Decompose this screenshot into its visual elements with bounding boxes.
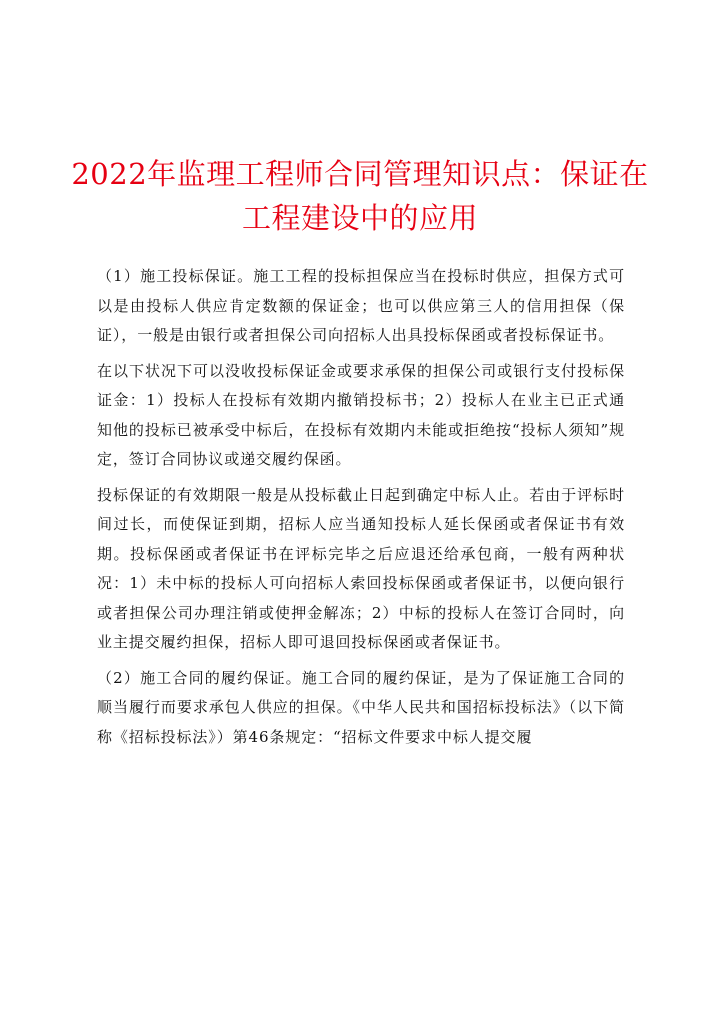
- paragraph-validity-period: 投标保证的有效期限一般是从投标截止日起到确定中标人止。若由于评标时间过长，而使保证到期，招标人应当通知投标人延长保函或者保证书有效期。投标保函或者保证书在评标完毕之后应退还给承包商，一般有两种状况：1）未中标的投标人可向招标人索回投标保函或者保证书，以便向银行或者担保公司办理注销或使押金解冻；2）中标的投标人在签订合同时，向业主提交履约担保，招标人即可退回投标保函或者保证书。: [97, 485, 625, 651]
- paragraph-bid-guarantee: （1）施工投标保证。施工工程的投标担保应当在投标时供应，担保方式可以是由投标人供应肯定数额的保证金；也可以供应第三人的信用担保（保证），一般是由银行或者担保公司向招标人出具投标保函或者投标保证书。: [97, 267, 625, 344]
- document-title: 2022年监理工程师合同管理知识点：保证在工程建设中的应用: [71, 157, 649, 235]
- paragraph-forfeit-conditions: 在以下状况下可以没收投标保证金或要求承保的担保公司或银行支付投标保证金：1）投标人在投标有效期内撤销投标书；2）投标人在业主已正式通知他的投标已被承受中标后，在投标有效期内未能或拒绝按“投标人须知”规定，签订合同协议或递交履约保函。: [97, 361, 625, 468]
- paragraph-performance-guarantee: （2）施工合同的履约保证。施工合同的履约保证，是为了保证施工合同的顺当履行而要求承包人供应的担保。《中华人民共和国招标投标法》（以下简称《招标投标法》）第46条规定：“招标文件要求中标人提交履: [97, 668, 625, 746]
- document-body: [97, 262, 625, 758]
